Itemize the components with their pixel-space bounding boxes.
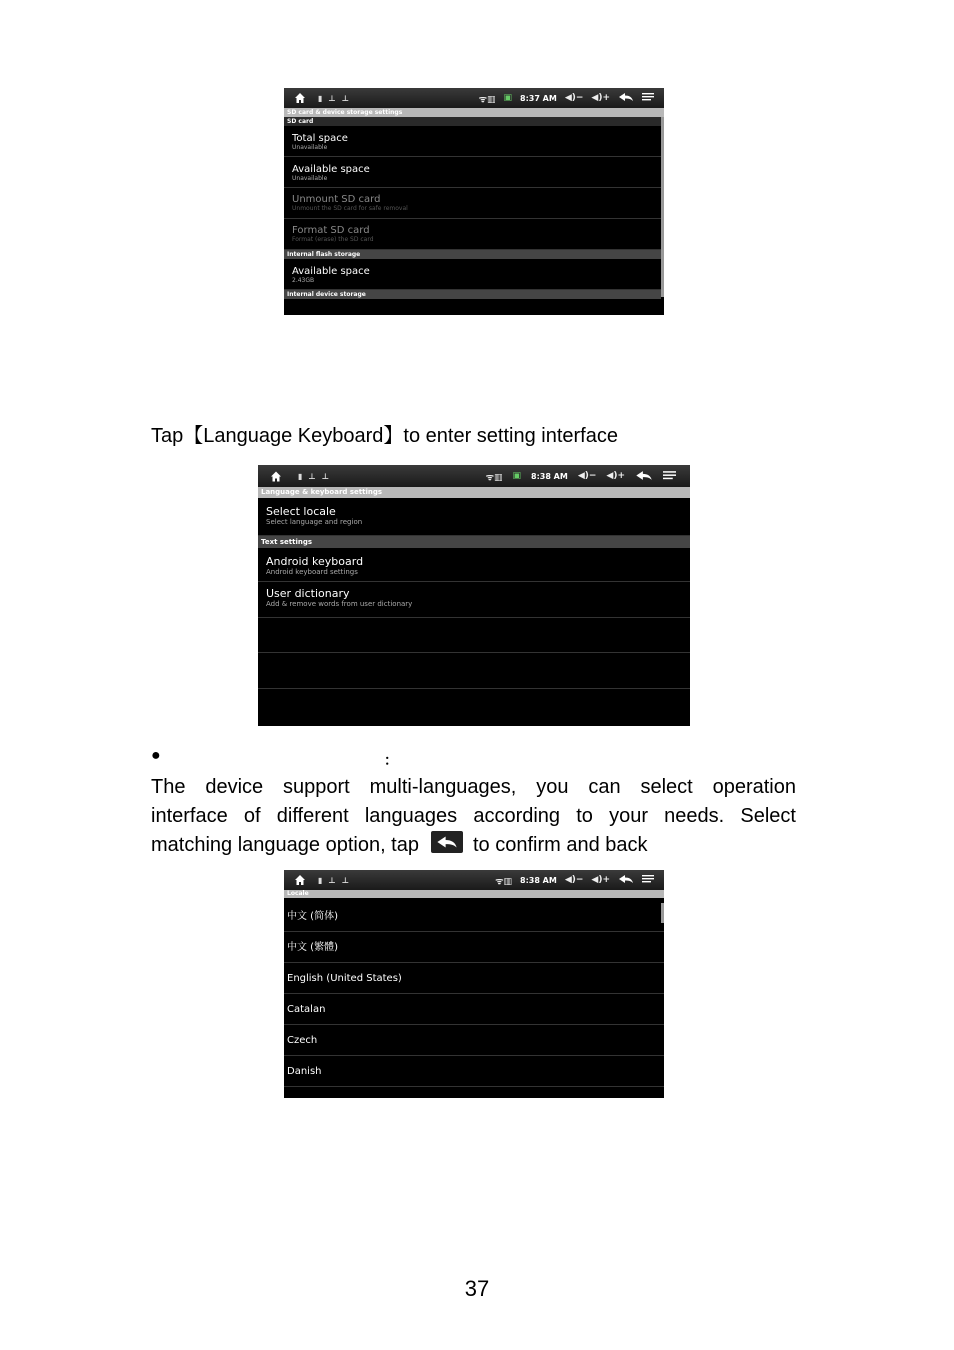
item-summary: Unavailable [292, 175, 328, 182]
language-list [284, 898, 664, 1098]
wifi-signal-icon: ᯤ▥ [485, 472, 503, 483]
select-locale-item[interactable] [258, 498, 690, 536]
volume-up-icon[interactable]: ◀)+ [606, 471, 625, 481]
language-option[interactable]: Danish [284, 1056, 664, 1087]
volume-down-icon[interactable]: ◀)− [564, 875, 584, 885]
android-keyboard-item[interactable] [258, 548, 690, 582]
bullet-colon: ： [384, 752, 398, 768]
notification-icon: ▮ [318, 875, 323, 885]
item-summary: Unavailable [292, 144, 328, 151]
clock: 8:38 AM [520, 875, 557, 885]
usb-icon: ⊥ [328, 875, 336, 885]
volume-down-icon[interactable]: ◀)− [577, 471, 597, 481]
language-option[interactable]: English (United States) [284, 963, 664, 994]
item-title: User dictionary [266, 587, 350, 600]
section-header-text-settings: Text settings [258, 536, 690, 548]
item-title: Format SD card [292, 225, 370, 236]
item-summary: Unmount the SD card for safe removal [292, 205, 408, 212]
item-summary: Add & remove words from user dictionary [266, 600, 413, 608]
status-bar [284, 88, 664, 108]
volume-down-icon[interactable]: ◀)− [564, 93, 584, 103]
item-title: Available space [292, 164, 370, 175]
section-header-internal-device: Internal device storage [284, 290, 661, 299]
usb-icon: ⊥ [328, 93, 336, 103]
back-icon[interactable] [618, 92, 634, 104]
paragraph-line [151, 831, 796, 860]
notification-icon: ▮ [298, 471, 303, 481]
notification-icon: ▮ [318, 93, 323, 103]
screen-title: Locale [284, 890, 664, 898]
scrollbar[interactable] [661, 117, 664, 297]
item-title: Android keyboard [266, 555, 364, 568]
language-option[interactable]: 中文 (简体) [284, 901, 664, 932]
usb-icon: ⊥ [321, 471, 330, 481]
notification-icons [298, 472, 329, 481]
storage-settings-screenshot [284, 88, 664, 315]
menu-icon[interactable] [642, 874, 654, 886]
page-number: 37 [464, 1276, 490, 1301]
notification-icons [318, 876, 349, 885]
scrollbar[interactable] [661, 903, 664, 923]
screen-title: Language & keyboard settings [258, 487, 690, 498]
locale-list-screenshot [284, 870, 664, 1098]
item-summary: Android keyboard settings [266, 568, 358, 576]
item-title: Unmount SD card [292, 194, 381, 205]
user-dictionary-item[interactable] [258, 582, 690, 618]
language-option[interactable]: Czech [284, 1025, 664, 1056]
back-icon[interactable] [635, 470, 653, 483]
menu-icon[interactable] [663, 470, 676, 483]
usb-icon: ⊥ [341, 93, 350, 103]
empty-row [258, 618, 690, 653]
paragraph-text: matching language option, tap [151, 834, 419, 856]
screen-title: SD card & device storage settings [284, 108, 664, 117]
section-header-sd-card: SD card [284, 117, 661, 126]
format-sd-item[interactable] [284, 219, 661, 250]
item-summary: Format (erase) the SD card [292, 236, 374, 243]
item-summary: Select language and region [266, 518, 363, 526]
status-bar [284, 870, 664, 890]
item-summary: 2.43GB [292, 277, 315, 284]
item-title: Available space [292, 266, 370, 277]
language-option[interactable]: 中文 (繁體) [284, 932, 664, 963]
item-title: Total space [292, 133, 348, 144]
wifi-signal-icon: ᯤ▥ [495, 876, 512, 887]
caption-language-keyboard: Tap【Language Keyboard】to enter setting interface [151, 425, 618, 447]
clock: 8:37 AM [520, 93, 557, 103]
total-space-item[interactable] [284, 126, 661, 157]
notification-icons [318, 94, 349, 103]
usb-icon: ⊥ [341, 875, 350, 885]
home-icon[interactable] [294, 92, 306, 104]
section-header-internal-flash: Internal flash storage [284, 250, 661, 259]
home-icon[interactable] [270, 470, 282, 482]
paragraph-text: to confirm and back [472, 834, 648, 856]
menu-icon[interactable] [642, 92, 654, 104]
paragraph-line: interface of different languages according to your needs. Select [151, 805, 796, 827]
unmount-sd-item[interactable] [284, 188, 661, 219]
language-option[interactable]: Catalan [284, 994, 664, 1025]
bullet-dot: ● [151, 747, 161, 764]
paragraph-line: The device support multi-languages, you can select operation [151, 776, 796, 798]
battery-icon: ▣ [512, 471, 521, 481]
status-bar [258, 465, 690, 487]
instruction-paragraph [151, 773, 796, 860]
internal-available-space-item[interactable] [284, 259, 661, 290]
volume-up-icon[interactable]: ◀)+ [591, 93, 610, 103]
clock: 8:38 AM [531, 471, 568, 481]
battery-icon: ▣ [503, 93, 512, 103]
item-title: Select locale [266, 505, 336, 518]
wifi-signal-icon: ᯤ▥ [478, 94, 496, 105]
volume-up-icon[interactable]: ◀)+ [591, 875, 610, 885]
empty-row [258, 653, 690, 689]
usb-icon: ⊥ [308, 471, 316, 481]
available-space-item[interactable] [284, 157, 661, 188]
back-icon[interactable] [618, 874, 634, 886]
back-arrow-icon [431, 831, 463, 853]
home-icon[interactable] [294, 874, 306, 886]
language-keyboard-screenshot [258, 465, 690, 726]
